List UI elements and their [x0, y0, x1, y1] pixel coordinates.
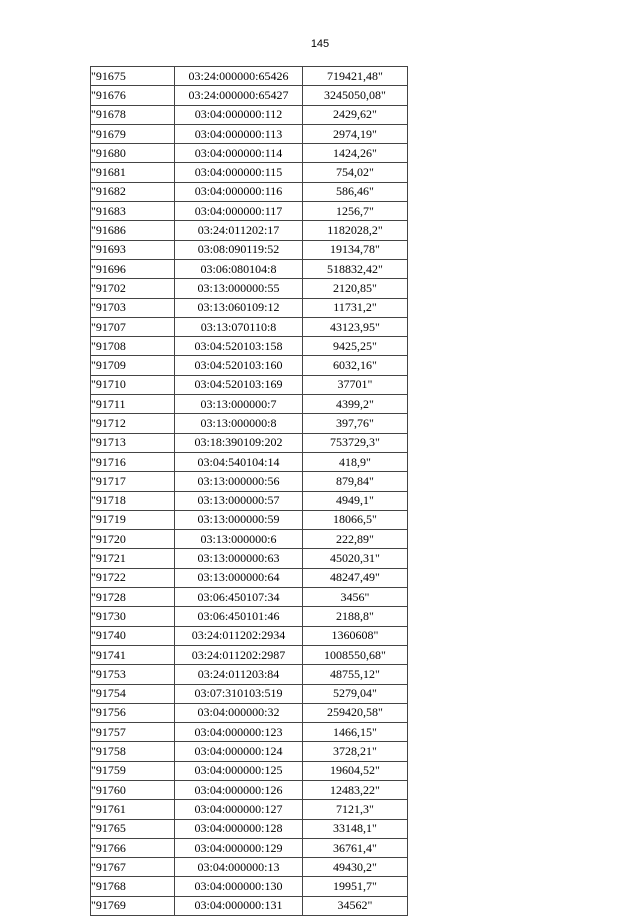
table-row [91, 182, 408, 201]
cadastral-number-cell: 03:13:000000:8 [175, 414, 303, 433]
record-number-cell: "91754 [91, 684, 175, 703]
table-row [91, 568, 408, 587]
value-cell: 34562" [303, 896, 408, 915]
cadastral-number-cell: 03:04:000000:123 [175, 723, 303, 742]
record-number-cell: "91676 [91, 86, 175, 105]
cadastral-number-cell: 03:13:000000:57 [175, 491, 303, 510]
cadastral-number-cell: 03:04:000000:127 [175, 800, 303, 819]
record-number-cell: "91696 [91, 259, 175, 278]
value-cell: 1360608" [303, 626, 408, 645]
cadastral-number-cell: 03:04:000000:32 [175, 703, 303, 722]
table-row [91, 665, 408, 684]
cadastral-number-cell: 03:13:000000:59 [175, 510, 303, 529]
cadastral-number-cell: 03:04:000000:124 [175, 742, 303, 761]
table-row [91, 395, 408, 414]
record-number-cell: "91721 [91, 549, 175, 568]
table-row [91, 202, 408, 221]
value-cell: 586,46" [303, 182, 408, 201]
value-cell: 19604,52" [303, 761, 408, 780]
record-number-cell: "91759 [91, 761, 175, 780]
cadastral-number-cell: 03:04:000000:115 [175, 163, 303, 182]
table-row [91, 626, 408, 645]
value-cell: 11731,2" [303, 298, 408, 317]
table-row [91, 780, 408, 799]
cadastral-number-cell: 03:04:000000:13 [175, 858, 303, 877]
record-number-cell: "91712 [91, 414, 175, 433]
registry-table-body [91, 67, 408, 916]
value-cell: 754,02" [303, 163, 408, 182]
record-number-cell: "91757 [91, 723, 175, 742]
record-number-cell: "91758 [91, 742, 175, 761]
cadastral-number-cell: 03:04:520103:169 [175, 375, 303, 394]
value-cell: 1466,15" [303, 723, 408, 742]
record-number-cell: "91708 [91, 337, 175, 356]
value-cell: 2120,85" [303, 279, 408, 298]
record-number-cell: "91693 [91, 240, 175, 259]
table-row [91, 819, 408, 838]
value-cell: 418,9" [303, 452, 408, 471]
record-number-cell: "91753 [91, 665, 175, 684]
table-row [91, 607, 408, 626]
value-cell: 3728,21" [303, 742, 408, 761]
cadastral-number-cell: 03:04:000000:113 [175, 124, 303, 143]
record-number-cell: "91681 [91, 163, 175, 182]
cadastral-number-cell: 03:06:080104:8 [175, 259, 303, 278]
table-row [91, 645, 408, 664]
table-row [91, 510, 408, 529]
record-number-cell: "91716 [91, 452, 175, 471]
cadastral-number-cell: 03:04:000000:128 [175, 819, 303, 838]
table-row [91, 67, 408, 86]
cadastral-number-cell: 03:13:000000:7 [175, 395, 303, 414]
table-row [91, 549, 408, 568]
value-cell: 9425,25" [303, 337, 408, 356]
value-cell: 37701" [303, 375, 408, 394]
value-cell: 19134,78" [303, 240, 408, 259]
cadastral-number-cell: 03:04:000000:112 [175, 105, 303, 124]
table-row [91, 105, 408, 124]
cadastral-number-cell: 03:13:070110:8 [175, 317, 303, 336]
record-number-cell: "91722 [91, 568, 175, 587]
cadastral-number-cell: 03:04:000000:114 [175, 144, 303, 163]
table-row [91, 298, 408, 317]
table-row [91, 877, 408, 896]
table-row [91, 433, 408, 452]
cadastral-number-cell: 03:04:000000:117 [175, 202, 303, 221]
record-number-cell: "91713 [91, 433, 175, 452]
table-row [91, 144, 408, 163]
value-cell: 45020,31" [303, 549, 408, 568]
table-row [91, 375, 408, 394]
record-number-cell: "91768 [91, 877, 175, 896]
record-number-cell: "91717 [91, 472, 175, 491]
value-cell: 4949,1" [303, 491, 408, 510]
cadastral-number-cell: 03:13:000000:55 [175, 279, 303, 298]
table-row [91, 800, 408, 819]
value-cell: 3245050,08" [303, 86, 408, 105]
record-number-cell: "91767 [91, 858, 175, 877]
table-row [91, 86, 408, 105]
table-row [91, 221, 408, 240]
value-cell: 879,84" [303, 472, 408, 491]
record-number-cell: "91710 [91, 375, 175, 394]
table-row [91, 723, 408, 742]
record-number-cell: "91766 [91, 838, 175, 857]
record-number-cell: "91703 [91, 298, 175, 317]
table-row [91, 838, 408, 857]
cadastral-number-cell: 03:06:450107:34 [175, 588, 303, 607]
value-cell: 6032,16" [303, 356, 408, 375]
record-number-cell: "91730 [91, 607, 175, 626]
value-cell: 48247,49" [303, 568, 408, 587]
record-number-cell: "91760 [91, 780, 175, 799]
value-cell: 1256,7" [303, 202, 408, 221]
cadastral-number-cell: 03:04:520103:158 [175, 337, 303, 356]
table-row [91, 414, 408, 433]
value-cell: 7121,3" [303, 800, 408, 819]
value-cell: 33148,1" [303, 819, 408, 838]
value-cell: 2188,8" [303, 607, 408, 626]
table-row [91, 761, 408, 780]
table-row [91, 124, 408, 143]
table-row [91, 491, 408, 510]
record-number-cell: "91728 [91, 588, 175, 607]
table-row [91, 337, 408, 356]
value-cell: 4399,2" [303, 395, 408, 414]
value-cell: 12483,22" [303, 780, 408, 799]
cadastral-number-cell: 03:06:450101:46 [175, 607, 303, 626]
record-number-cell: "91682 [91, 182, 175, 201]
value-cell: 36761,4" [303, 838, 408, 857]
record-number-cell: "91686 [91, 221, 175, 240]
table-row [91, 452, 408, 471]
cadastral-number-cell: 03:07:310103:519 [175, 684, 303, 703]
cadastral-number-cell: 03:04:520103:160 [175, 356, 303, 375]
table-row [91, 588, 408, 607]
table-row [91, 279, 408, 298]
record-number-cell: "91679 [91, 124, 175, 143]
cadastral-number-cell: 03:24:000000:65427 [175, 86, 303, 105]
table-row [91, 259, 408, 278]
cadastral-number-cell: 03:13:000000:64 [175, 568, 303, 587]
value-cell: 3456" [303, 588, 408, 607]
cadastral-number-cell: 03:04:000000:116 [175, 182, 303, 201]
record-number-cell: "91756 [91, 703, 175, 722]
value-cell: 19951,7" [303, 877, 408, 896]
cadastral-number-cell: 03:24:000000:65426 [175, 67, 303, 86]
record-number-cell: "91678 [91, 105, 175, 124]
cadastral-number-cell: 03:24:011203:84 [175, 665, 303, 684]
cadastral-number-cell: 03:04:000000:130 [175, 877, 303, 896]
table-row [91, 240, 408, 259]
value-cell: 1182028,2" [303, 221, 408, 240]
value-cell: 2429,62" [303, 105, 408, 124]
value-cell: 719421,48" [303, 67, 408, 86]
cadastral-number-cell: 03:13:000000:6 [175, 530, 303, 549]
record-number-cell: "91709 [91, 356, 175, 375]
table-row [91, 858, 408, 877]
record-number-cell: "91680 [91, 144, 175, 163]
cadastral-number-cell: 03:08:090119:52 [175, 240, 303, 259]
table-row [91, 317, 408, 336]
cadastral-number-cell: 03:13:060109:12 [175, 298, 303, 317]
page-number: 145 [310, 38, 330, 50]
value-cell: 1008550,68" [303, 645, 408, 664]
cadastral-number-cell: 03:13:000000:63 [175, 549, 303, 568]
cadastral-number-cell: 03:04:000000:129 [175, 838, 303, 857]
value-cell: 259420,58" [303, 703, 408, 722]
table-row [91, 742, 408, 761]
cadastral-number-cell: 03:24:011202:2934 [175, 626, 303, 645]
value-cell: 1424,26" [303, 144, 408, 163]
value-cell: 397,76" [303, 414, 408, 433]
record-number-cell: "91675 [91, 67, 175, 86]
value-cell: 753729,3" [303, 433, 408, 452]
record-number-cell: "91761 [91, 800, 175, 819]
record-number-cell: "91711 [91, 395, 175, 414]
value-cell: 43123,95" [303, 317, 408, 336]
cadastral-number-cell: 03:04:000000:126 [175, 780, 303, 799]
record-number-cell: "91707 [91, 317, 175, 336]
record-number-cell: "91741 [91, 645, 175, 664]
record-number-cell: "91720 [91, 530, 175, 549]
table-row [91, 530, 408, 549]
record-number-cell: "91718 [91, 491, 175, 510]
cadastral-number-cell: 03:04:000000:131 [175, 896, 303, 915]
table-row [91, 896, 408, 915]
table-row [91, 703, 408, 722]
record-number-cell: "91683 [91, 202, 175, 221]
cadastral-number-cell: 03:04:540104:14 [175, 452, 303, 471]
table-row [91, 356, 408, 375]
table-row [91, 684, 408, 703]
registry-table [90, 66, 408, 916]
value-cell: 222,89" [303, 530, 408, 549]
cadastral-number-cell: 03:18:390109:202 [175, 433, 303, 452]
record-number-cell: "91702 [91, 279, 175, 298]
table-row [91, 472, 408, 491]
cadastral-number-cell: 03:13:000000:56 [175, 472, 303, 491]
cadastral-number-cell: 03:24:011202:2987 [175, 645, 303, 664]
value-cell: 518832,42" [303, 259, 408, 278]
value-cell: 49430,2" [303, 858, 408, 877]
value-cell: 48755,12" [303, 665, 408, 684]
record-number-cell: "91740 [91, 626, 175, 645]
cadastral-number-cell: 03:24:011202:17 [175, 221, 303, 240]
table-row [91, 163, 408, 182]
record-number-cell: "91769 [91, 896, 175, 915]
record-number-cell: "91719 [91, 510, 175, 529]
value-cell: 2974,19" [303, 124, 408, 143]
value-cell: 18066,5" [303, 510, 408, 529]
value-cell: 5279,04" [303, 684, 408, 703]
cadastral-number-cell: 03:04:000000:125 [175, 761, 303, 780]
record-number-cell: "91765 [91, 819, 175, 838]
